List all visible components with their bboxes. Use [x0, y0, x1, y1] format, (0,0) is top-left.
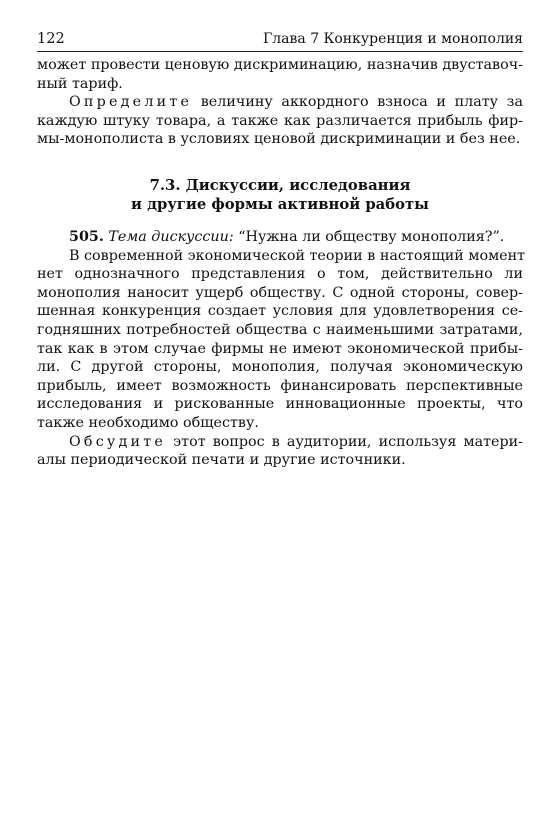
- spaced-verb: Обсудите: [69, 433, 167, 450]
- spaced-verb: Определите: [69, 94, 193, 111]
- text-line: также необходимо обществу.: [37, 414, 259, 431]
- section-title: [37, 176, 523, 214]
- task-heading-line: [37, 228, 523, 247]
- text-line: [37, 433, 523, 452]
- text-line: [37, 93, 523, 112]
- book-page: [37, 30, 526, 470]
- topic-text: “Нужна ли обществу монополия?”.: [233, 228, 505, 245]
- text-line: алы периодической печати и другие источники.: [37, 452, 406, 469]
- task-505: [37, 228, 526, 433]
- page-number: 122: [37, 31, 65, 47]
- text-line: нет однозначного представления о том, действительно ли: [37, 266, 523, 283]
- text-line: годняшних потребностей общества с наименьшими затратами,: [37, 321, 523, 338]
- paragraph-discuss: [37, 433, 523, 470]
- section-title-line: 7.3. Дискуссии, исследования: [149, 176, 411, 194]
- section-title-line: и другие формы активной работы: [130, 195, 429, 213]
- paragraph-continuation: [37, 56, 523, 93]
- text-line: ли. С другой стороны, монополия, получая экономическую: [37, 359, 523, 376]
- text-line: ный тариф.: [37, 75, 123, 92]
- running-title: Глава 7 Конкуренция и монополия: [263, 31, 523, 47]
- text-line: мы-монополиста в условиях ценовой дискриминации и без нее.: [37, 131, 521, 148]
- task-number: 505.: [69, 228, 104, 245]
- text-line: каждую штуку товара, а также как различается прибыль фир-: [37, 112, 523, 129]
- text-line: исследования и рискованные инновационные проекты, что: [37, 396, 523, 413]
- text-line: монополия наносит ущерб обществу. С одной стороны, совер-: [37, 284, 523, 301]
- text-line: прибыль, имеет возможность финансировать перспективные: [37, 377, 523, 394]
- text-line: В современной экономической теории в настоящий момент: [69, 247, 526, 264]
- text-line: так как в этом случае фирмы не имеют экономической прибы-: [37, 340, 523, 357]
- paragraph-task: [37, 93, 523, 149]
- text-fragment: величину аккордного взноса и плату за: [192, 94, 523, 111]
- text-fragment: этот вопрос в аудитории, используя матери-: [166, 433, 523, 450]
- text-line: может провести ценовую дискриминацию, назначив двуставоч-: [37, 57, 523, 73]
- topic-label: Тема дискуссии:: [108, 228, 234, 245]
- running-header: [37, 30, 523, 52]
- text-line: шенная конкуренция создает условия для удовлетворения се-: [37, 303, 523, 320]
